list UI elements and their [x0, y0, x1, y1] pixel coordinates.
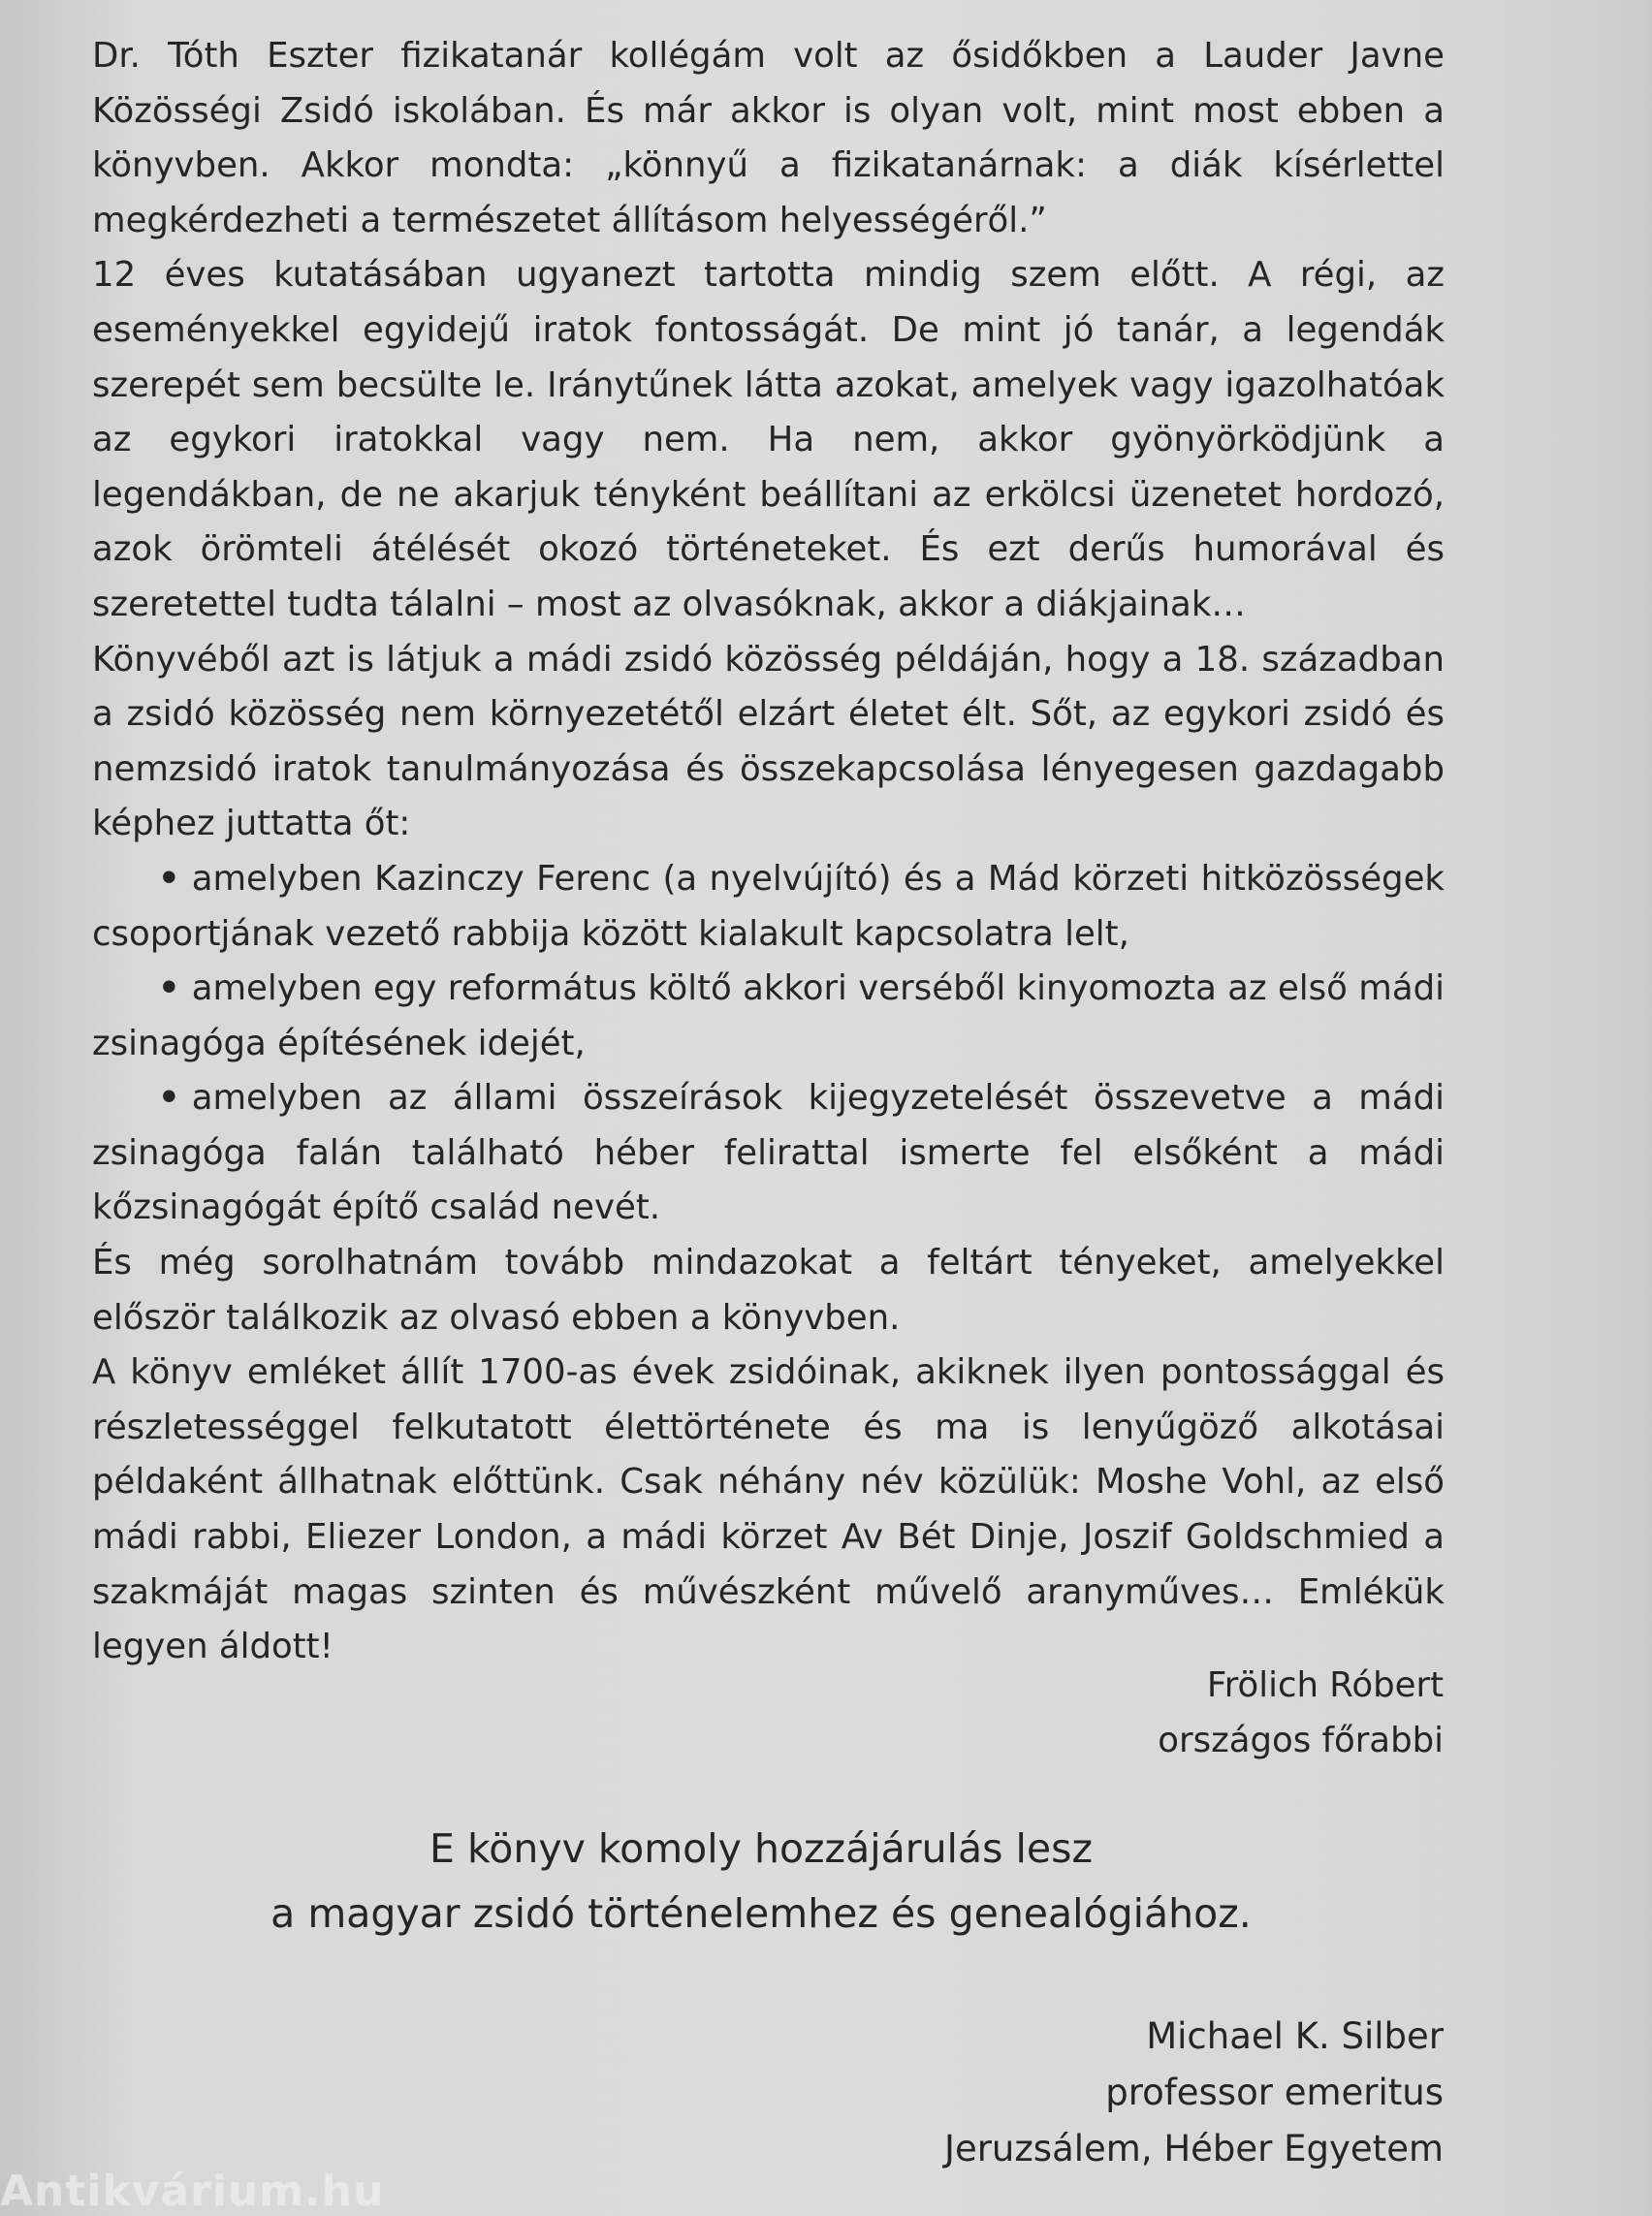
signature-title: professor emeritus: [1105, 2072, 1444, 2113]
watermark: Antikvárium.hu: [0, 2167, 385, 2216]
quote-line-1: E könyv komoly hozzájárulás lesz: [429, 1825, 1093, 1872]
signature-name: Michael K. Silber: [1146, 2015, 1444, 2057]
bullet-icon: •: [158, 858, 180, 899]
paragraph: Könyvéből azt is látjuk a mádi zsidó közösség példáján, hogy a 18. században a zsidó közösség nem környezetétől elzárt életet élt. Sőt, az egykori zsidó és nemzsidó iratok tanulmányozása és összekapcsolása lényegesen gazdagabb képhez juttatta őt:: [92, 639, 1445, 844]
paragraph: A könyv emléket állít 1700-as évek zsidóinak, akiknek ilyen pontossággal és részletességgel felkutatott élettörténete és ma is lenyűgöző alkotásai példaként állhatnak előttünk. Csak néhány név közülük: Moshe Vohl, az első mádi rabbi, Eliezer London, a mádi körzet Av Bét Dinje, Joszif Goldschmied a szakmáját magas szinten és művészként művelő aranyműves… Emlékük legyen áldott!: [92, 1352, 1445, 1667]
bullet-icon: •: [158, 1078, 180, 1119]
bullet-icon: •: [158, 968, 180, 1009]
paragraph: És még sorolhatnám tovább mindazokat a feltárt tényeket, amelyekkel először találkozik az olvasó ebben a könyvben.: [92, 1243, 1445, 1338]
signature-name: Frölich Róbert: [1206, 1665, 1444, 1705]
paragraph: Dr. Tóth Eszter fizikatanár kollégám volt az ősidőkben a Lauder Javne Közösségi Zsidó iskolában. És már akkor is olyan volt, mint most ebben a könyvben. Akkor mondta: „könnyű a fizikatanárnak: a diák kísérlettel megkérdezheti a természetet állításom helyességéről.”: [92, 36, 1445, 240]
signature-title: országos főrabbi: [1158, 1720, 1444, 1760]
paragraph: 12 éves kutatásában ugyanezt tartotta mindig szem előtt. A régi, az eseményekkel egyidejű iratok fontosságát. De mint jó tanár, a legendák szerepét sem becsülte le. Iránytűnek látta azokat, amelyek vagy igazolhatóak az egykori iratokkal vagy nem. Ha nem, akkor gyönyörködjünk a legendákban, de ne akarjuk tényként beállítani az erkölcsi üzenetet hordozó, azok örömteli átélését okozó történeteket. És ezt derűs humorával és szeretettel tudta tálalni – most az olvasóknak, akkor a diákjainak…: [92, 255, 1445, 624]
quote-line-2: a magyar zsidó történelemhez és genealógiához.: [270, 1890, 1252, 1937]
bullet-item: [92, 1071, 1445, 1236]
signature-silber: [944, 2009, 1444, 2177]
bullet-text: amelyben az állami összeírások kijegyzetelését összevetve a mádi zsinagóga falán található héber felirattal ismerte fel elsőként a mádi kőzsinagógát építő család nevét.: [92, 1078, 1445, 1228]
endorsement-quote: [0, 1817, 1522, 1947]
signature-frolich: [1158, 1659, 1444, 1768]
body-text: [92, 29, 1445, 1675]
bullet-text: amelyben Kazinczy Ferenc (a nyelvújító) és a Mád körzeti hitközösségek csoportjának vezető rabbija között kialakult kapcsolatra lelt,: [92, 858, 1445, 954]
bullet-text: amelyben egy református költő akkori verséből kinyomozta az első mádi zsinagóga építésének idejét,: [92, 968, 1445, 1063]
bullet-item: [92, 962, 1445, 1071]
signature-affiliation: Jeruzsálem, Héber Egyetem: [944, 2128, 1444, 2169]
bullet-item: [92, 852, 1445, 962]
